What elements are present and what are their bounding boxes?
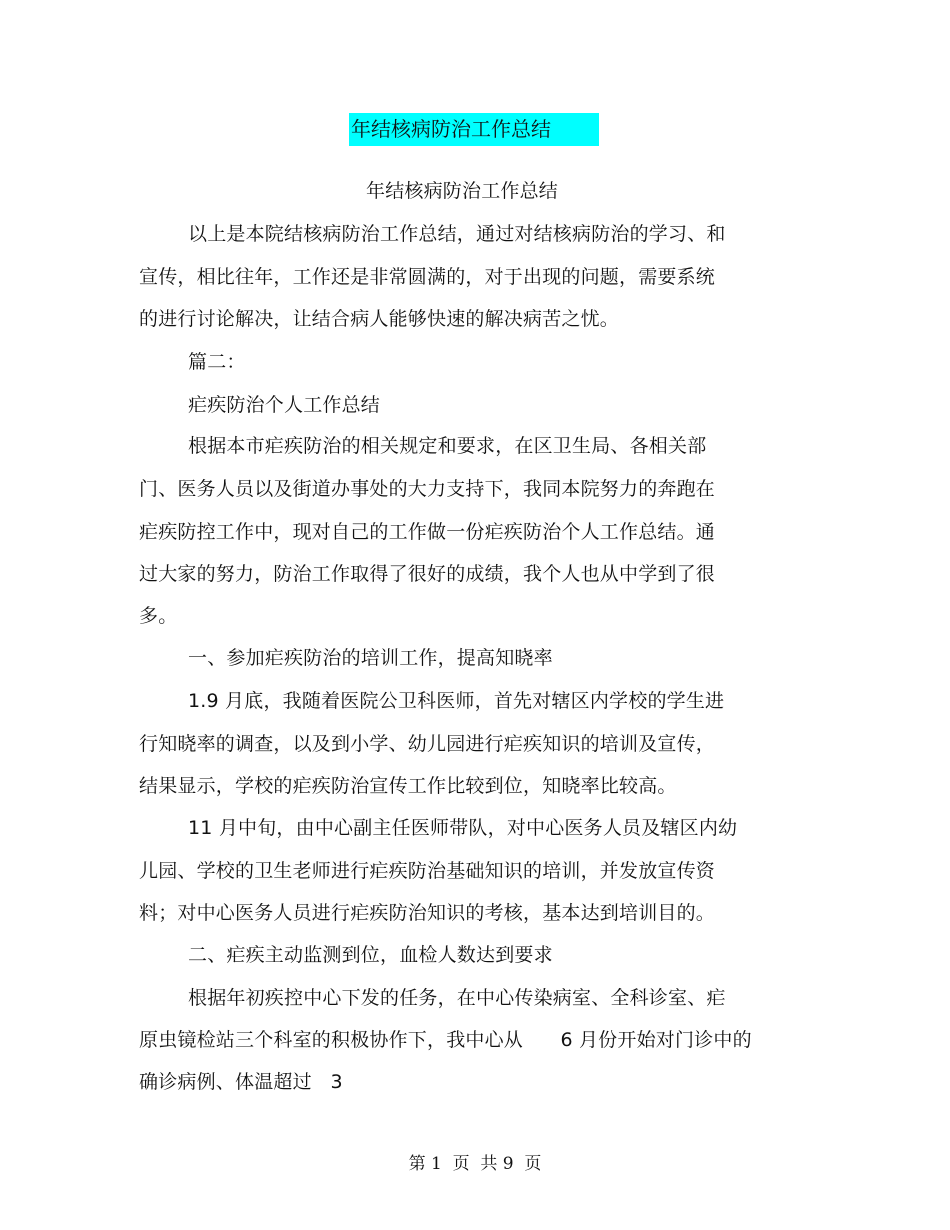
paragraph-line: 根据本市疟疾防治的相关规定和要求，在区卫生局、各相关部 [188, 435, 707, 457]
paragraph-line: 宣传，相比往年，工作还是非常圆满的，对于出现的问题，需要系统 [139, 266, 716, 288]
paragraph-line: 根据年初疾控中心下发的任务，在中心传染病室、全科诊室、疟 [188, 987, 726, 1009]
section-heading: 一、参加疟疾防治的培训工作，提高知晓率 [188, 647, 553, 669]
paragraph-line: 结果显示，学校的疟疾防治宣传工作比较到位，知晓率比较高。 [139, 775, 677, 797]
paragraph-line: 确诊病例、体温超过 3 [139, 1071, 343, 1093]
paragraph-line: 疟疾防控工作中，现对自己的工作做一份疟疾防治个人工作总结。通 [139, 521, 716, 543]
paragraph-line: 料；对中心医务人员进行疟疾防治知识的考核，基本达到培训目的。 [139, 902, 716, 924]
highlighted-title: 年结核病防治工作总结 [349, 113, 599, 146]
paragraph-line: 的进行讨论解决，让结合病人能够快速的解决病苦之忧。 [139, 308, 620, 330]
paragraph-line: 11 月中旬，由中心副主任医师带队，对中心医务人员及辖区内幼 [188, 817, 738, 839]
paragraph-line: 门、医务人员以及街道办事处的大力支持下，我同本院努力的奔跑在 [139, 478, 716, 500]
paragraph-line: 1.9 月底，我随着医院公卫科医师，首先对辖区内学校的学生进 [188, 690, 725, 712]
section-heading: 疟疾防治个人工作总结 [188, 394, 381, 416]
section-label: 篇二： [188, 351, 246, 373]
paragraph-line: 多。 [139, 605, 178, 627]
section-heading: 二、疟疾主动监测到位，血检人数达到要求 [188, 944, 553, 966]
paragraph-line: 原虫镜检站三个科室的积极协作下，我中心从 6 月份开始对门诊中的 [139, 1029, 752, 1051]
paragraph-line: 儿园、学校的卫生老师进行疟疾防治基础知识的培训，并发放宣传资 [139, 860, 716, 882]
subtitle: 年结核病防治工作总结 [366, 180, 559, 202]
paragraph-line: 行知晓率的调查，以及到小学、幼儿园进行疟疾知识的培训及宣传， [139, 733, 716, 755]
paragraph-line: 过大家的努力，防治工作取得了很好的成绩，我个人也从中学到了很 [139, 563, 716, 585]
page-footer: 第 1 页 共 9 页 [408, 1154, 542, 1174]
paragraph-line: 以上是本院结核病防治工作总结，通过对结核病防治的学习、和 [188, 223, 726, 245]
